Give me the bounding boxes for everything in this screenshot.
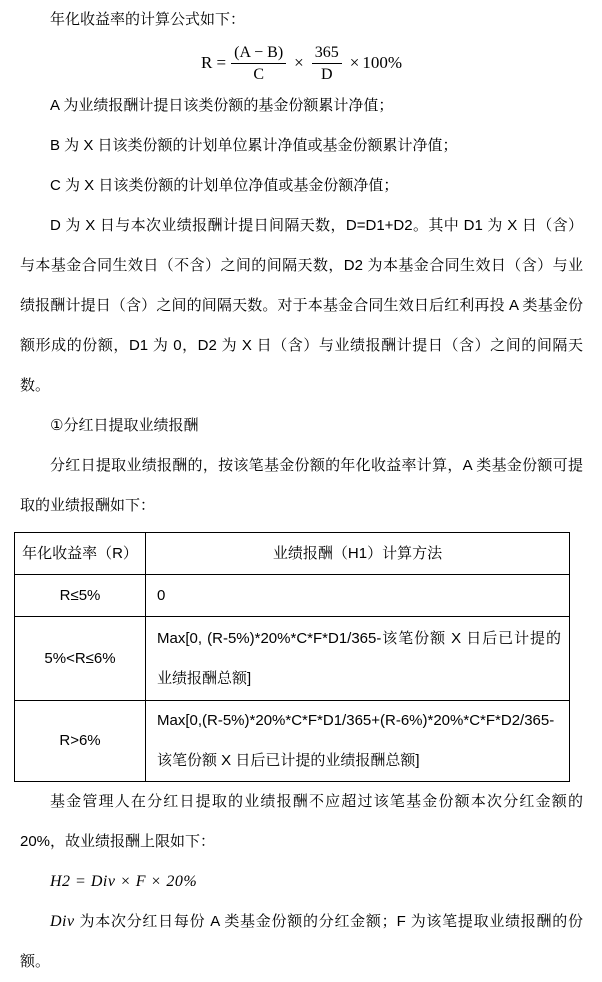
cap-formula-line <box>20 862 583 902</box>
formula-fraction-2 <box>312 43 342 84</box>
formula-fraction-1 <box>231 43 286 84</box>
formula-lhs: R = <box>200 53 227 72</box>
formula-result: 100% <box>362 53 403 72</box>
fraction1-denominator: C <box>253 65 264 83</box>
multiply-sign-1: × <box>294 53 304 72</box>
section-intro: 分红日提取业绩报酬的，按该笔基金份额的年化收益率计算，A 类基金份额可提取的业绩报酬如下： <box>20 457 583 514</box>
performance-fee-table <box>14 532 570 782</box>
definition-d: D 为 X 日与本次业绩报酬计提日间隔天数，D=D1+D2。其中 D1 为 X 日（含）与本基金合同生效日（不含）之间的间隔天数，D2 为本基金合同生效日（含）与业绩报酬计提日（含）之间的间隔天数。对于本基金合同生效日后红利再投 A 类基金份额形成的份额，D1 为 0，D2 为 X 日（含）与业绩报酬计提日（含）之间的间隔天数。 <box>20 217 583 394</box>
fraction1-numerator: (A − B) <box>231 43 286 64</box>
intro-line: 年化收益率的计算公式如下： <box>50 11 246 28</box>
condition-cell: R≤5% <box>15 575 146 617</box>
table-row <box>15 701 570 782</box>
cap-formula: H2 = Div × F × 20% <box>50 873 198 890</box>
annualized-return-formula <box>20 40 583 86</box>
table-header-yield: 年化收益率（R） <box>15 533 146 575</box>
div-definition-line <box>20 902 583 982</box>
condition-cell: 5%<R≤6% <box>15 617 146 701</box>
cap-note: 基金管理人在分红日提取的业绩报酬不应超过该笔基金份额本次分红金额的 20%，故业绩报酬上限如下： <box>20 793 583 850</box>
method-cell: Max[0, (R-5%)*20%*C*F*D1/365-该笔份额 X 日后已计提的业绩报酬总额] <box>146 617 570 701</box>
table-row <box>15 617 570 701</box>
div-definition-text: 为本次分红日每份 A 类基金份额的分红金额；F 为该笔提取业绩报酬的份额。 <box>20 913 583 970</box>
definition-b: B 为 X 日该类份额的计划单位累计净值或基金份额累计净值； <box>50 137 458 154</box>
fraction2-denominator: D <box>320 65 333 83</box>
table-row <box>15 575 570 617</box>
section-heading: ①分红日提取业绩报酬 <box>50 417 199 434</box>
definition-a: A 为业绩报酬计提日该类份额的基金份额累计净值； <box>50 97 394 114</box>
table-header-method: 业绩报酬（H1）计算方法 <box>146 533 570 575</box>
method-cell: 0 <box>146 575 570 617</box>
method-cell: Max[0,(R-5%)*20%*C*F*D1/365+(R-6%)*20%*C*F*D2/365-该笔份额 X 日后已计提的业绩报酬总额] <box>146 701 570 782</box>
fraction2-numerator: 365 <box>312 43 342 64</box>
condition-cell: R>6% <box>15 701 146 782</box>
definition-c: C 为 X 日该类份额的计划单位净值或基金份额净值； <box>50 177 399 194</box>
table-header-row <box>15 533 570 575</box>
multiply-sign-2: × <box>349 53 360 72</box>
div-variable: Div <box>50 913 75 930</box>
